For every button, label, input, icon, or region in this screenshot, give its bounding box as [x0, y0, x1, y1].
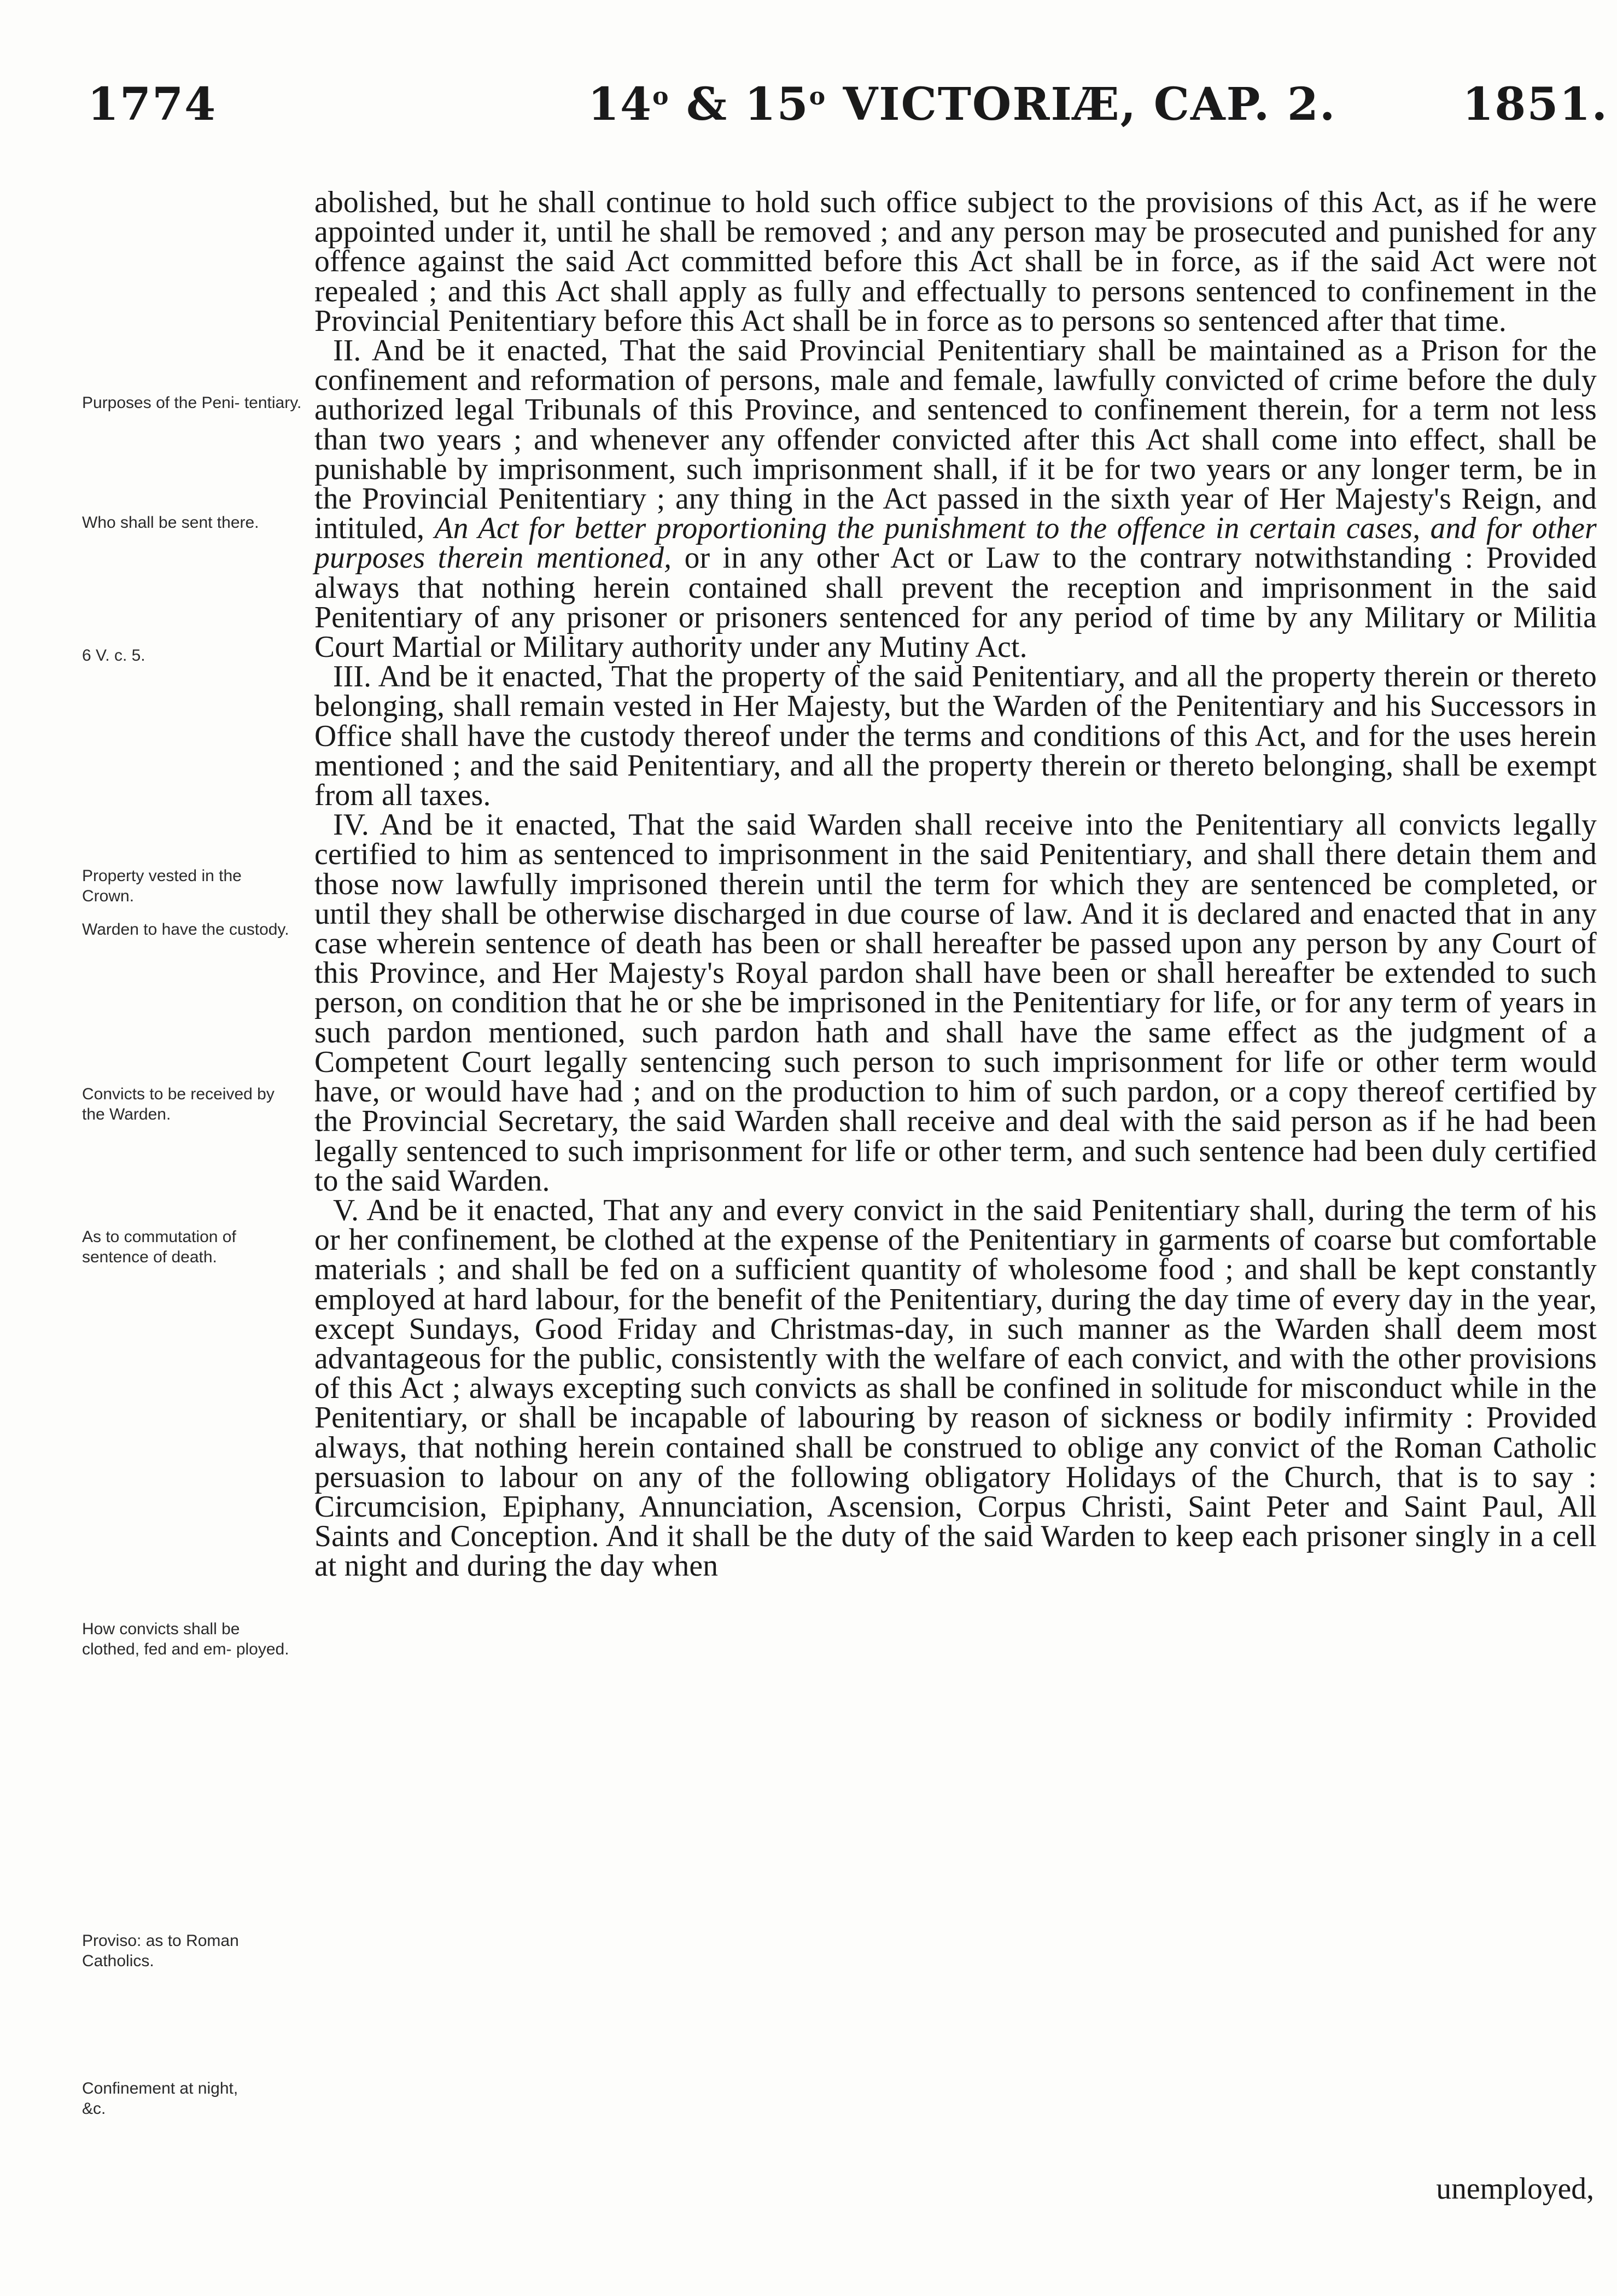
- section-2-text-b: or in any other Act or Law to the contrary notwithstanding : Provided always that nothing herein contained shall prevent the reception and imprisonment in the said Penitentiary of any prisoner or prisoners sentenced for any period of time by any Military or Militia Court Martial or Military authority under any Mutiny Act.: [314, 541, 1597, 665]
- regnal-year-1: 14: [588, 78, 653, 131]
- section-3: III. And be it enacted, That the property of the said Penitentiary, and all the property therein or thereto belonging, shall remain vested in Her Majesty, but the Warden of the Penitentiary and his Successors in Office shall have the custody thereof under the terms and conditions of this Act, and for the uses herein mentioned ; and the said Penitentiary, and all the property therein or thereto belonging, shall be exempt from all taxes.: [314, 660, 1597, 813]
- margin-note-proviso-catholics: Proviso: as to Roman Catholics.: [82, 1932, 239, 1970]
- running-title: [588, 78, 1408, 131]
- margin-note-who-sent: Who shall be sent there.: [82, 514, 259, 532]
- margin-note-confinement-night: Confinement at night, &c.: [82, 2079, 238, 2118]
- margin-note-purposes: Purposes of the Peni- tentiary.: [82, 394, 302, 412]
- regnal-sup-1: o: [652, 83, 670, 110]
- regnal-sup-2: o: [809, 83, 827, 110]
- margin-note-commutation: As to commutation of sentence of death.: [82, 1228, 236, 1266]
- paragraph-continuation: abolished, but he shall continue to hold such office subject to the provisions of this Act, as if he were appointed under it, until he shall be removed ; and any person may be prosecuted and punished for any offence against the said Act committed before this Act shall be in force, as if the said Act were not repealed ; and this Act shall apply as fully and effectually to persons sentenced to confinement in the Provincial Penitentiary before this Act shall be in force as to persons so sentenced after that time.: [314, 185, 1597, 338]
- margin-note-warden-custody: Warden to have the custody.: [82, 920, 289, 939]
- chapter-title: VICTORIÆ, CAP. 2.: [826, 78, 1336, 131]
- margin-note-clothed-fed: How convicts shall be clothed, fed and em- ployed.: [82, 1620, 289, 1658]
- page-number: 1774: [87, 78, 217, 131]
- section-4: IV. And be it enacted, That the said Warden shall receive into the Penitentiary all convicts legally certified to him as sentenced to imprisonment in the said Penitentiary, and shall there detain them and those now lawfully imprisoned therein until the term for which they are sentenced be completed, or until they shall be otherwise discharged in due course of law. And it is declared and enacted that in any case wherein sentence of death has been or shall hereafter be passed upon any person by any Court of this Province, and Her Majesty's Royal pardon shall have been or shall hereafter be extended to such person, on condition that he or she be imprisoned in the Penitentiary for life, or for any term of years in such pardon mentioned, such pardon hath and shall have the same effect as the judgment of a Competent Court legally sentencing such person to such imprisonment for life or other term would have, or would have had ; and on the production to him of such pardon, or a copy thereof certified by the Provincial Secretary, the said Warden shall receive and deal with the said person as if he had been legally sentenced to such imprisonment for life or other term, and such sentence had been duly certified to the said Warden.: [314, 808, 1597, 1198]
- section-2: [314, 334, 1597, 665]
- statute-body: [314, 185, 1597, 1583]
- margin-note-property: Property vested in the Crown.: [82, 867, 242, 905]
- margin-note-convicts-received: Convicts to be received by the Warden.: [82, 1085, 275, 1123]
- section-2-text-a: II. And be it enacted, That the said Provincial Penitentiary shall be maintained as a Prison for the confinement and reformation of persons, male and female, lawfully convicted of crime before the duly authorized legal Tribunals of this Province, and sentenced to confinement therein, for a term not less than two years ; and whenever any offender convicted after this Act shall come into effect, shall be punishable by imprisonment, such imprisonment shall, if it be for two years or any longer term, be in the Provincial Penitentiary ; any thing in the Act passed in the sixth year of Her Majesty's Reign, and intituled,: [314, 334, 1597, 546]
- section-2-act-title: An Act for better proportioning the punishment to the offence in certain cases, and for other purposes therein mentioned,: [314, 511, 1597, 575]
- header-year: 1851.: [1462, 78, 1608, 131]
- catchword: unemployed,: [1436, 2172, 1594, 2206]
- margin-note-statute-ref: 6 V. c. 5.: [82, 646, 145, 665]
- section-5: V. And be it enacted, That any and every convict in the said Penitentiary shall, during the term of his or her confinement, be clothed at the expense of the Penitentiary in garments of coarse but comfortable materials ; and shall be fed on a sufficient quantity of wholesome food ; and shall be kept constantly employed at hard labour, for the benefit of the Penitentiary, during the day time of every day in the year, except Sundays, Good Friday and Christmas-day, in such manner as the Warden shall deem most advantageous for the public, consistently with the welfare of each convict, and with the other provisions of this Act ; always excepting such convicts as shall be confined in solitude for misconduct while in the Penitentiary, or shall be incapable of labouring by reason of sickness or bodily infirmity : Provided always, that nothing herein contained shall be construed to oblige any convict of the Roman Catholic persuasion to labour on any of the following obligatory Holidays of the Church, that is to say : Circumcision, Epiphany, Annunciation, Ascension, Corpus Christi, Saint Peter and Saint Paul, All Saints and Conception. And it shall be the duty of the said Warden to keep each prisoner singly in a cell at night and during the day when: [314, 1193, 1597, 1583]
- ampersand: &: [669, 78, 745, 131]
- regnal-year-2: 15: [744, 78, 809, 131]
